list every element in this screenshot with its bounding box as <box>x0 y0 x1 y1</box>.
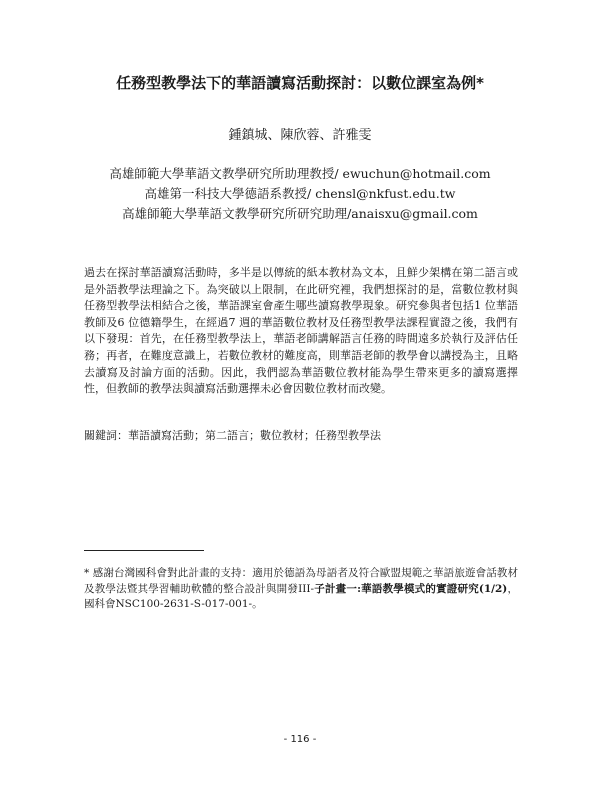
affiliation-3: 高雄師範大學華語文教學研究所研究助理/anaisxu@gmail.com <box>122 206 478 221</box>
page-number: - 116 - <box>283 734 317 745</box>
footnote-subproject: 子計畫一:華語教學模式的實證研究(1/2) <box>314 582 508 595</box>
keywords-line: 關鍵詞：華語讀寫活動；第二語言；數位教材；任務型教學法 <box>84 429 381 442</box>
footnote <box>84 566 518 613</box>
footnote-grant: ，國科會NSC100-2631-S-017-001-。 <box>84 582 518 610</box>
footnote-text: * 感謝台灣國科會對此計畫的支持：適用於德語為母語者及符合歐盟規範之華語旅遊會話教材及教學法暨其學習輔助軟體的整合設計與開發III- <box>84 567 518 595</box>
paper-title: 任務型教學法下的華語讀寫活動探討：以數位課室為例* <box>116 74 484 92</box>
affiliation-2: 高雄第一科技大學德語系教授/ chensl@nkfust.edu.tw <box>144 186 456 201</box>
footnote-divider <box>84 550 204 551</box>
author-list: 鍾鎮城、陳欣蓉、許雅雯 <box>228 128 372 143</box>
affiliation-1: 高雄師範大學華語文教學研究所助理教授/ ewuchun@hotmail.com <box>109 166 491 181</box>
abstract-text: 過去在探討華語讀寫活動時，多半是以傳統的紙本教材為文本，且鮮少架構在第二語言或是外語教學法理論之下。為突破以上限制，在此研究裡，我們想探討的是，當數位教材與任務型教學法相結合之後，華語課室會產生哪些讀寫教學現象。研究參與者包括1 位華語教師及6 位德籍學生，在經過7 週的華語數位教材及任務型教學法課程實證之後，我們有以下發現：首先，在任務型教學法上，華語老師講解語言任務的時間遠多於執行及評估任務；再者，在難度意識上，若數位教材的難度高，則華語老師的教學會以講授為主，且略去讀寫及討論方面的活動。因此，我們認為華語數位教材能為學生帶來更多的讀寫選擇性，但教師的教學法與讀寫活動選擇未必會因數位教材而改變。 <box>84 266 518 396</box>
